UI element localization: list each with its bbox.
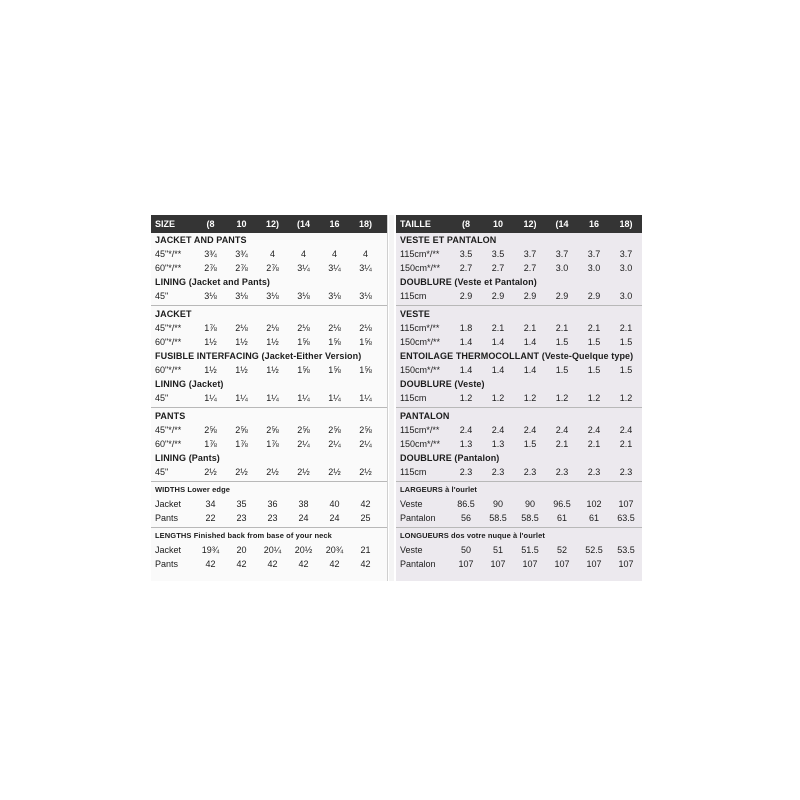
table-cell: 107: [522, 559, 538, 569]
table-row: [396, 465, 642, 479]
table-cell: 2¼: [328, 439, 341, 449]
size-header-cell: 16: [329, 219, 340, 229]
table-cell: 42: [329, 559, 340, 569]
table-cell: 1⅞: [235, 439, 248, 449]
table-cell: 2⅞: [235, 263, 248, 273]
size-chart-english: [151, 215, 388, 581]
row-label: Veste: [400, 545, 423, 555]
table-cell: 2⅞: [266, 263, 279, 273]
table-cell: 3⅛: [359, 291, 372, 301]
table-cell: 1.5: [523, 439, 537, 449]
size-header-cell: 16: [588, 219, 599, 229]
table-cell: 1¼: [297, 393, 310, 403]
table-cell: 3.5: [491, 249, 505, 259]
table-cell: 42: [360, 499, 371, 509]
table-cell: 58.5: [489, 513, 507, 523]
table-cell: 1½: [204, 365, 217, 375]
size-header-cell: 12): [265, 219, 279, 229]
table-cell: 2½: [359, 467, 372, 477]
table-cell: 2.1: [555, 439, 569, 449]
row-label: 115cm: [400, 393, 427, 403]
table-row: [151, 423, 387, 437]
table-cell: 2½: [297, 467, 310, 477]
section-title: JACKET: [155, 309, 192, 319]
table-cell: 2⅛: [359, 323, 372, 333]
table-cell: 1⅝: [359, 365, 372, 375]
table-cell: 2.4: [619, 425, 633, 435]
table-cell: 1⅝: [297, 337, 310, 347]
table-cell: 2.3: [555, 467, 569, 477]
table-cell: 42: [298, 559, 309, 569]
table-cell: 2.7: [491, 263, 505, 273]
table-cell: 4: [269, 249, 275, 259]
section-title: DOUBLURE (Veste et Pantalon): [400, 277, 537, 287]
table-cell: 1.4: [459, 337, 473, 347]
table-cell: 90: [492, 499, 503, 509]
table-row: [151, 363, 387, 377]
table-cell: 2.7: [459, 263, 473, 273]
table-cell: 1⅞: [266, 439, 279, 449]
table-cell: 22: [205, 513, 216, 523]
table-cell: 3⅛: [297, 291, 310, 301]
row-label: Veste: [400, 499, 423, 509]
table-cell: 2⅛: [328, 323, 341, 333]
table-cell: 1.5: [619, 337, 633, 347]
table-cell: 2¼: [297, 439, 310, 449]
table-cell: 38: [298, 499, 309, 509]
table-cell: 2.3: [619, 467, 633, 477]
table-row: [396, 335, 642, 349]
row-label: 150cm*/**: [400, 263, 441, 273]
size-header-cell: (8: [206, 219, 215, 229]
table-cell: 2.1: [523, 323, 537, 333]
table-cell: 1⅞: [204, 439, 217, 449]
table-cell: 102: [586, 499, 602, 509]
table-cell: 3⅛: [266, 291, 279, 301]
size-header-label: SIZE: [155, 219, 176, 229]
group-separator: [396, 481, 642, 482]
table-cell: 2.4: [459, 425, 473, 435]
table-cell: 2.4: [587, 425, 601, 435]
table-cell: 1½: [266, 365, 279, 375]
table-cell: 1¼: [266, 393, 279, 403]
table-cell: 24: [298, 513, 309, 523]
table-cell: 107: [618, 499, 634, 509]
table-cell: 1⅞: [204, 323, 217, 333]
table-cell: 63.5: [617, 513, 635, 523]
table-row: [396, 543, 642, 557]
table-cell: 3¼: [328, 263, 341, 273]
table-cell: 2.3: [587, 467, 601, 477]
row-label: Jacket: [155, 499, 182, 509]
table-cell: 2⅛: [235, 323, 248, 333]
table-cell: 2⅝: [328, 425, 341, 435]
table-cell: 3.7: [523, 249, 537, 259]
table-cell: 4: [331, 249, 337, 259]
table-row: [396, 261, 642, 275]
section-title: WIDTHS Lower edge: [155, 485, 231, 494]
table-cell: 1.4: [523, 337, 537, 347]
size-header-cell: 10: [492, 219, 503, 229]
table-cell: 42: [360, 559, 371, 569]
size-header-cell: 10: [236, 219, 247, 229]
table-cell: 3.0: [555, 263, 569, 273]
row-label: 115cm*/**: [400, 323, 440, 333]
table-cell: 3.7: [619, 249, 633, 259]
table-cell: 2⅝: [266, 425, 279, 435]
table-cell: 1.2: [523, 393, 537, 403]
section-title: VESTE ET PANTALON: [400, 235, 497, 245]
table-cell: 3¼: [359, 263, 372, 273]
table-cell: 2.1: [491, 323, 505, 333]
table-cell: 1.2: [555, 393, 569, 403]
section-title: LINING (Jacket): [155, 379, 224, 389]
table-cell: 2½: [328, 467, 341, 477]
size-header-row: [396, 215, 642, 233]
table-row: [396, 289, 642, 303]
table-cell: 20¾: [325, 545, 344, 555]
table-cell: 50: [460, 545, 471, 555]
table-cell: 2.3: [459, 467, 473, 477]
table-row: [151, 511, 387, 525]
table-cell: 3⅛: [235, 291, 248, 301]
table-cell: 2.9: [555, 291, 569, 301]
table-cell: 35: [236, 499, 247, 509]
row-label: 45"*/**: [155, 323, 182, 333]
table-row: [396, 497, 642, 511]
table-cell: 2½: [204, 467, 217, 477]
table-cell: 1⅝: [359, 337, 372, 347]
row-label: 115cm: [400, 291, 427, 301]
table-cell: 2.4: [555, 425, 569, 435]
table-cell: 42: [267, 559, 278, 569]
section-title: ENTOILAGE THERMOCOLLANT (Veste-Quelque type): [400, 351, 634, 361]
table-cell: 42: [236, 559, 247, 569]
group-separator: [151, 407, 387, 408]
row-label: Pantalon: [400, 559, 436, 569]
section-title: FUSIBLE INTERFACING (Jacket-Either Version): [155, 351, 362, 361]
table-cell: 3.0: [619, 263, 633, 273]
group-separator: [396, 305, 642, 306]
table-cell: 40: [329, 499, 340, 509]
row-label: 150cm*/**: [400, 337, 441, 347]
table-row: [151, 289, 387, 303]
table-cell: 3.0: [587, 263, 601, 273]
section-title: PANTALON: [400, 411, 450, 421]
table-cell: 1¼: [359, 393, 372, 403]
table-cell: 2⅝: [297, 425, 310, 435]
table-row: [151, 543, 387, 557]
table-row: [151, 261, 387, 275]
table-cell: 52: [556, 545, 567, 555]
table-row: [396, 423, 642, 437]
table-cell: 1.2: [587, 393, 601, 403]
row-label: Jacket: [155, 545, 182, 555]
row-label: 115cm*/**: [400, 425, 440, 435]
table-cell: 86.5: [457, 499, 475, 509]
section-title: LINING (Pants): [155, 453, 220, 463]
table-cell: 1.5: [587, 365, 601, 375]
table-cell: 3¾: [235, 249, 248, 259]
column-divider: [389, 215, 394, 581]
table-row: [396, 511, 642, 525]
section-title: LENGTHS Finished back from base of your neck: [155, 531, 332, 540]
table-cell: 2.9: [459, 291, 473, 301]
table-cell: 1.4: [523, 365, 537, 375]
table-cell: 1.2: [619, 393, 633, 403]
table-cell: 1½: [235, 365, 248, 375]
group-separator: [151, 481, 387, 482]
table-cell: 2½: [266, 467, 279, 477]
table-cell: 19¾: [201, 545, 220, 555]
table-cell: 4: [300, 249, 306, 259]
table-cell: 96.5: [553, 499, 571, 509]
table-cell: 3.7: [587, 249, 601, 259]
table-cell: 3.0: [619, 291, 633, 301]
table-cell: 1¼: [204, 393, 217, 403]
size-header-cell: 18): [358, 219, 372, 229]
row-label: 45"*/**: [155, 425, 182, 435]
table-cell: 2.4: [523, 425, 537, 435]
table-row: [396, 247, 642, 261]
table-row: [396, 557, 642, 571]
table-cell: 107: [618, 559, 634, 569]
size-header-cell: (14: [296, 219, 310, 229]
size-header-label: TAILLE: [400, 219, 431, 229]
row-label: 150cm*/**: [400, 365, 441, 375]
section-title: LINING (Jacket and Pants): [155, 277, 271, 287]
table-cell: 2⅝: [204, 425, 217, 435]
table-cell: 2⅝: [235, 425, 248, 435]
section-title: LONGUEURS dos votre nuque à l'ourlet: [400, 531, 545, 540]
size-header-row: [151, 215, 387, 233]
table-row: [151, 437, 387, 451]
table-cell: 1½: [266, 337, 279, 347]
table-row: [151, 247, 387, 261]
table-cell: 2.9: [491, 291, 505, 301]
section-title: DOUBLURE (Veste): [400, 379, 485, 389]
row-label: Pants: [155, 513, 179, 523]
table-cell: 4: [362, 249, 368, 259]
table-cell: 23: [236, 513, 247, 523]
table-cell: 1⅝: [328, 337, 341, 347]
table-cell: 2.3: [523, 467, 537, 477]
table-cell: 3⅛: [204, 291, 217, 301]
table-cell: 1.5: [587, 337, 601, 347]
row-label: 150cm*/**: [400, 439, 441, 449]
group-separator: [151, 305, 387, 306]
section-title: LARGEURS à l'ourlet: [400, 485, 478, 494]
row-label: 45": [155, 467, 169, 477]
row-label: 60"*/**: [155, 337, 182, 347]
row-label: 45"*/**: [155, 249, 182, 259]
table-row: [396, 437, 642, 451]
table-cell: 2⅞: [204, 263, 217, 273]
table-cell: 58.5: [521, 513, 539, 523]
group-separator: [396, 527, 642, 528]
table-cell: 1.3: [459, 439, 473, 449]
section-title: DOUBLURE (Pantalon): [400, 453, 500, 463]
size-header-cell: 18): [619, 219, 633, 229]
table-cell: 56: [460, 513, 471, 523]
table-cell: 20½: [294, 545, 313, 555]
table-cell: 1⅝: [297, 365, 310, 375]
table-cell: 25: [360, 513, 371, 523]
table-cell: 107: [458, 559, 474, 569]
table-cell: 107: [490, 559, 506, 569]
table-row: [396, 391, 642, 405]
table-cell: 53.5: [617, 545, 635, 555]
table-cell: 2.4: [491, 425, 505, 435]
table-cell: 2.9: [587, 291, 601, 301]
table-cell: 24: [329, 513, 340, 523]
table-cell: 1¼: [235, 393, 248, 403]
table-cell: 2.1: [587, 439, 601, 449]
table-cell: 2.3: [491, 467, 505, 477]
size-header-cell: (14: [555, 219, 569, 229]
row-label: Pants: [155, 559, 179, 569]
table-cell: 1.2: [459, 393, 473, 403]
table-cell: 34: [205, 499, 216, 509]
table-cell: 90: [524, 499, 535, 509]
section-title: VESTE: [400, 309, 431, 319]
table-cell: 1.8: [459, 323, 473, 333]
table-cell: 51: [492, 545, 503, 555]
table-cell: 51.5: [521, 545, 539, 555]
row-label: 45": [155, 291, 169, 301]
table-cell: 2.7: [523, 263, 537, 273]
table-cell: 2⅛: [297, 323, 310, 333]
table-cell: 107: [586, 559, 602, 569]
table-row: [151, 391, 387, 405]
table-cell: 3¾: [204, 249, 217, 259]
table-cell: 1.5: [555, 337, 569, 347]
table-cell: 1.5: [555, 365, 569, 375]
row-label: 45": [155, 393, 169, 403]
table-cell: 21: [360, 545, 371, 555]
table-cell: 2⅛: [266, 323, 279, 333]
table-cell: 1.4: [491, 337, 505, 347]
table-cell: 61: [588, 513, 599, 523]
table-cell: 3.7: [555, 249, 569, 259]
table-cell: 2¼: [359, 439, 372, 449]
table-cell: 1¼: [328, 393, 341, 403]
row-label: 60"*/**: [155, 365, 182, 375]
size-chart-french: [396, 215, 642, 581]
table-cell: 1.5: [619, 365, 633, 375]
table-cell: 3⅛: [328, 291, 341, 301]
table-cell: 3¼: [297, 263, 310, 273]
table-cell: 2.1: [587, 323, 601, 333]
table-cell: 52.5: [585, 545, 603, 555]
table-cell: 1⅝: [328, 365, 341, 375]
table-cell: 2.1: [619, 439, 633, 449]
table-cell: 107: [554, 559, 570, 569]
table-cell: 61: [556, 513, 567, 523]
section-title: JACKET AND PANTS: [155, 235, 247, 245]
table-cell: 1.4: [459, 365, 473, 375]
row-label: 60"*/**: [155, 263, 182, 273]
table-cell: 2⅝: [359, 425, 372, 435]
table-cell: 36: [267, 499, 278, 509]
table-cell: 1½: [204, 337, 217, 347]
table-cell: 23: [267, 513, 278, 523]
row-label: 115cm*/**: [400, 249, 440, 259]
table-row: [151, 321, 387, 335]
table-row: [151, 465, 387, 479]
table-cell: 1.4: [491, 365, 505, 375]
table-cell: 1.2: [491, 393, 505, 403]
group-separator: [396, 407, 642, 408]
table-cell: 42: [205, 559, 216, 569]
table-cell: 3.5: [459, 249, 473, 259]
section-title: PANTS: [155, 411, 186, 421]
table-row: [151, 497, 387, 511]
table-cell: 20¼: [263, 545, 282, 555]
table-cell: 2.1: [555, 323, 569, 333]
table-cell: 2.1: [619, 323, 633, 333]
row-label: Pantalon: [400, 513, 436, 523]
row-label: 115cm: [400, 467, 427, 477]
table-cell: 20: [236, 545, 247, 555]
size-header-cell: 12): [523, 219, 537, 229]
row-label: 60"*/**: [155, 439, 182, 449]
size-header-cell: (8: [461, 219, 470, 229]
table-row: [396, 363, 642, 377]
table-row: [151, 335, 387, 349]
table-cell: 1.3: [491, 439, 505, 449]
group-separator: [151, 527, 387, 528]
table-cell: 2½: [235, 467, 248, 477]
table-row: [151, 557, 387, 571]
table-row: [396, 321, 642, 335]
table-cell: 1½: [235, 337, 248, 347]
table-cell: 2.9: [523, 291, 537, 301]
